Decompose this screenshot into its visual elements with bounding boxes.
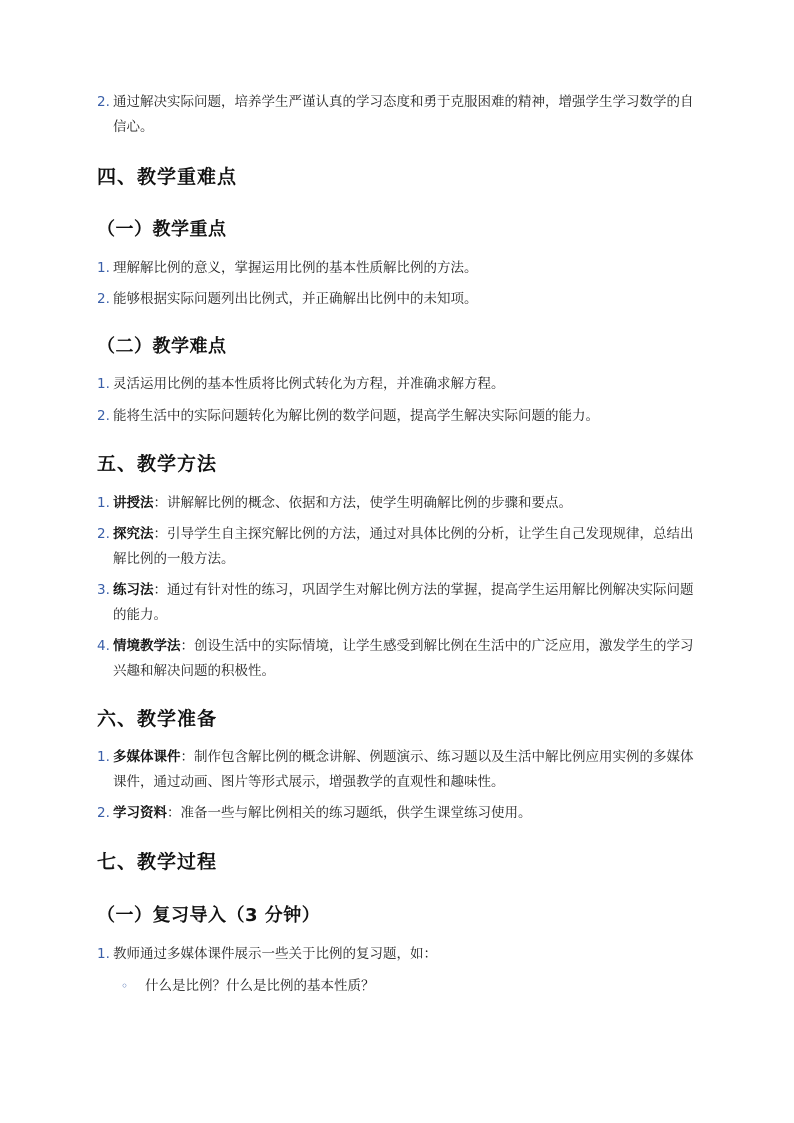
list-text: 教师通过多媒体课件展示一些关于比例的复习题，如： [113, 946, 437, 962]
list-number: 1. [97, 946, 110, 962]
list-number: 2. [97, 526, 110, 542]
subsection-heading: （一）复习导入（3 分钟） [97, 905, 321, 926]
list-term: 探究法 [113, 526, 154, 542]
list-item [97, 745, 697, 795]
list-item [97, 801, 697, 826]
list-item [97, 372, 697, 397]
sub-list-text: 什么是比例？什么是比例的基本性质？ [145, 978, 375, 994]
list-text: 学习资料：准备一些与解比例相关的练习题纸，供学生课堂练习使用。 [113, 805, 532, 821]
list-text: 能够根据实际问题列出比例式，并正确解出比例中的未知项。 [113, 291, 478, 307]
list-item [97, 90, 697, 140]
list-number: 1. [97, 495, 110, 511]
list-number: 2. [97, 408, 110, 424]
list-term: 情境教学法 [113, 638, 181, 654]
section-heading: 六、教学准备 [97, 708, 218, 730]
list-number: 3. [97, 582, 110, 598]
list-text: 探究法：引导学生自主探究解比例的方法，通过对具体比例的分析，让学生自己发现规律，总结出解比例的一般方法。 [113, 526, 694, 567]
list-item [97, 256, 697, 281]
list-term: 多媒体课件 [113, 749, 181, 765]
list-text: 练习法：通过有针对性的练习，巩固学生对解比例方法的掌握，提高学生运用解比例解决实际问题的能力。 [113, 582, 694, 623]
list-term: 练习法 [113, 582, 154, 598]
section-heading: 四、教学重难点 [97, 166, 238, 188]
sub-list-item [121, 974, 681, 999]
list-item [97, 491, 697, 516]
list-number: 2. [97, 291, 110, 307]
list-item [97, 522, 697, 572]
list-item [97, 404, 697, 429]
list-text: 多媒体课件：制作包含解比例的概念讲解、例题演示、练习题以及生活中解比例应用实例的多媒体课件，通过动画、图片等形式展示，增强教学的直观性和趣味性。 [113, 749, 694, 790]
list-text: 理解解比例的意义，掌握运用比例的基本性质解比例的方法。 [113, 260, 478, 276]
list-term: 学习资料 [113, 805, 167, 821]
list-item [97, 634, 697, 684]
list-text: 能将生活中的实际问题转化为解比例的数学问题，提高学生解决实际问题的能力。 [113, 408, 599, 424]
list-item [97, 942, 697, 967]
list-number: 2. [97, 805, 110, 821]
list-text: 通过解决实际问题，培养学生严谨认真的学习态度和勇于克服困难的精神，增强学生学习数学的自信心。 [113, 94, 694, 135]
section-heading: 五、教学方法 [97, 453, 218, 475]
subsection-heading: （二）教学难点 [97, 336, 227, 357]
list-number: 2. [97, 94, 110, 110]
subsection-heading: （一）教学重点 [97, 219, 227, 240]
list-text: 讲授法：讲解解比例的概念、依据和方法，使学生明确解比例的步骤和要点。 [113, 495, 572, 511]
list-number: 1. [97, 260, 110, 276]
list-number: 1. [97, 749, 110, 765]
list-item [97, 287, 697, 312]
list-item [97, 578, 697, 628]
list-number: 4. [97, 638, 110, 654]
list-text: 情境教学法：创设生活中的实际情境，让学生感受到解比例在生活中的广泛应用，激发学生的学习兴趣和解决问题的积极性。 [113, 638, 694, 679]
list-number: 1. [97, 376, 110, 392]
list-term: 讲授法 [113, 495, 154, 511]
bullet-icon: ◦ [121, 979, 129, 993]
list-text: 灵活运用比例的基本性质将比例式转化为方程，并准确求解方程。 [113, 376, 505, 392]
section-heading: 七、教学过程 [97, 851, 218, 873]
